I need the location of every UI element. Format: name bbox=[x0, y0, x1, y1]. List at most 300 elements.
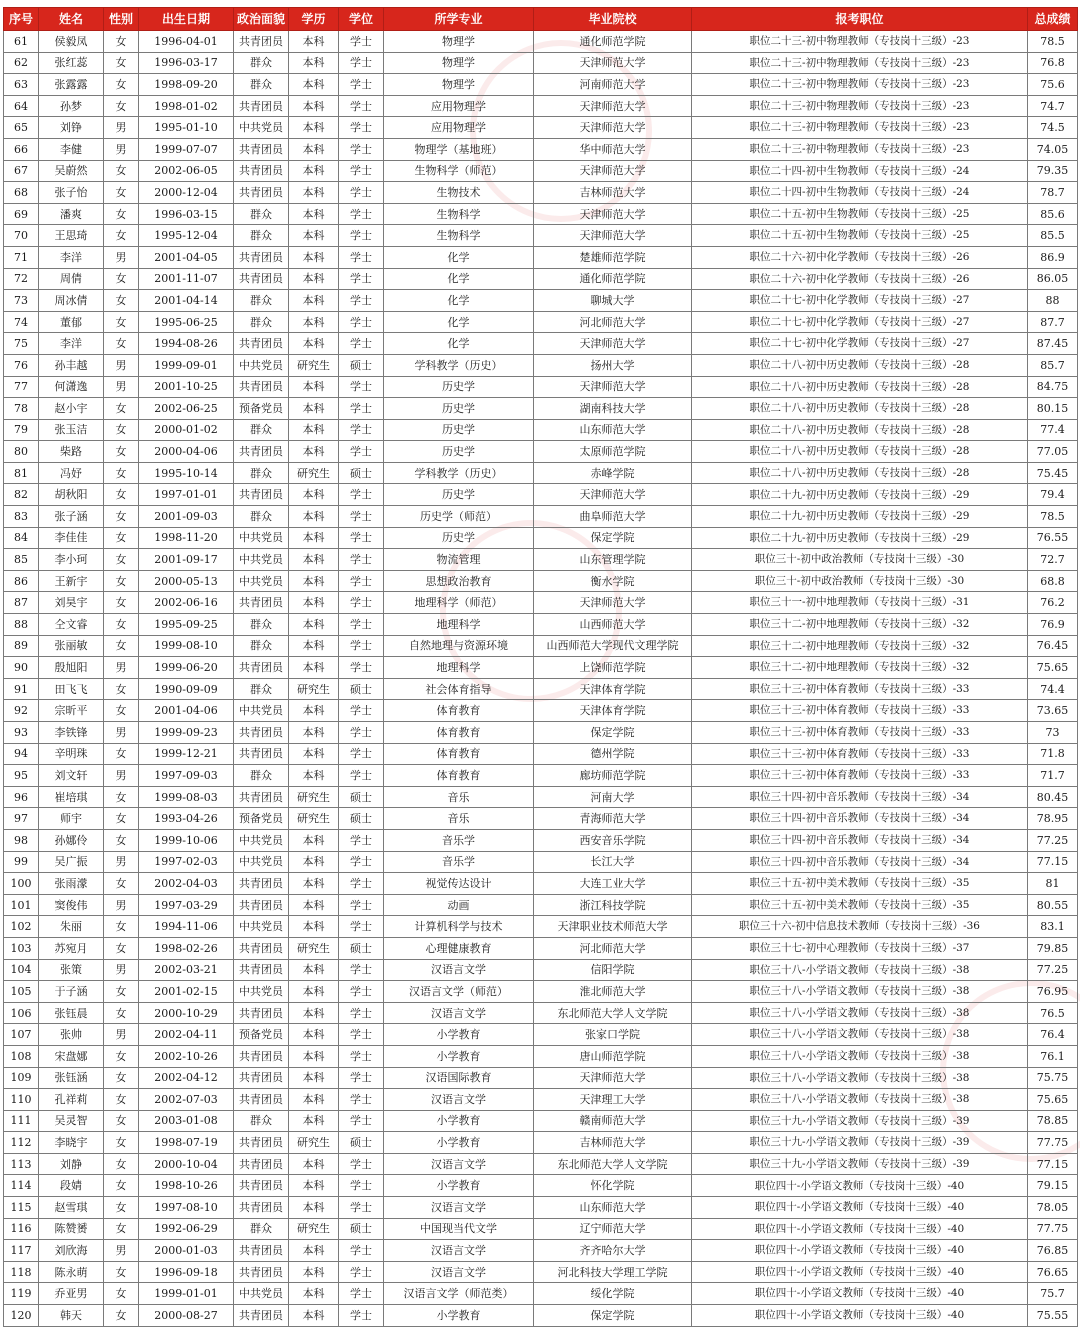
cell-education: 本科 bbox=[289, 1067, 339, 1089]
cell-school: 德州学院 bbox=[534, 743, 692, 765]
cell-major: 社会体育指导 bbox=[384, 678, 534, 700]
cell-education: 本科 bbox=[289, 657, 339, 679]
cell-degree: 学士 bbox=[339, 1067, 384, 1089]
cell-education: 本科 bbox=[289, 1002, 339, 1024]
cell-name: 韩天 bbox=[39, 1305, 104, 1327]
cell-degree: 硕士 bbox=[339, 462, 384, 484]
cell-degree: 学士 bbox=[339, 506, 384, 528]
cell-name: 段婧 bbox=[39, 1175, 104, 1197]
table-row bbox=[4, 743, 1078, 765]
cell-index: 67 bbox=[4, 160, 39, 182]
cell-education: 本科 bbox=[289, 160, 339, 182]
cell-degree: 学士 bbox=[339, 160, 384, 182]
header-gender: 性别 bbox=[104, 8, 139, 31]
cell-political-status: 共青团员 bbox=[234, 31, 289, 53]
cell-index: 86 bbox=[4, 570, 39, 592]
cell-index: 76 bbox=[4, 354, 39, 376]
cell-school: 保定学院 bbox=[534, 527, 692, 549]
table-row bbox=[4, 1132, 1078, 1154]
cell-name: 周倩 bbox=[39, 268, 104, 290]
cell-index: 90 bbox=[4, 657, 39, 679]
cell-position: 职位二十九-初中历史教师（专技岗十三级）-29 bbox=[692, 527, 1028, 549]
table-row bbox=[4, 74, 1078, 96]
cell-school: 河北科技大学理工学院 bbox=[534, 1261, 692, 1283]
cell-political-status: 群众 bbox=[234, 225, 289, 247]
cell-major: 物流管理 bbox=[384, 549, 534, 571]
cell-gender: 女 bbox=[104, 182, 139, 204]
cell-gender: 女 bbox=[104, 1305, 139, 1327]
cell-political-status: 预备党员 bbox=[234, 808, 289, 830]
results-table bbox=[3, 7, 1078, 1327]
cell-total-score: 76.8 bbox=[1028, 52, 1078, 74]
cell-political-status: 共青团员 bbox=[234, 1153, 289, 1175]
cell-major: 汉语言文学 bbox=[384, 1089, 534, 1111]
cell-name: 何潇逸 bbox=[39, 376, 104, 398]
cell-name: 侯毅凤 bbox=[39, 31, 104, 53]
cell-political-status: 群众 bbox=[234, 678, 289, 700]
table-row bbox=[4, 657, 1078, 679]
cell-position: 职位三十三-初中体育教师（专技岗十三级）-33 bbox=[692, 765, 1028, 787]
cell-school: 西安音乐学院 bbox=[534, 829, 692, 851]
cell-name: 王思琦 bbox=[39, 225, 104, 247]
cell-name: 李佳佳 bbox=[39, 527, 104, 549]
cell-education: 本科 bbox=[289, 311, 339, 333]
cell-gender: 男 bbox=[104, 765, 139, 787]
cell-degree: 学士 bbox=[339, 376, 384, 398]
cell-school: 廊坊师范学院 bbox=[534, 765, 692, 787]
cell-gender: 女 bbox=[104, 311, 139, 333]
cell-position: 职位四十-小学语文教师（专技岗十三级）-40 bbox=[692, 1240, 1028, 1262]
cell-name: 刘昊宇 bbox=[39, 592, 104, 614]
cell-index: 84 bbox=[4, 527, 39, 549]
cell-name: 张露露 bbox=[39, 74, 104, 96]
cell-name: 赵小宇 bbox=[39, 398, 104, 420]
cell-degree: 学士 bbox=[339, 138, 384, 160]
cell-birthdate: 1993-04-26 bbox=[139, 808, 234, 830]
cell-name: 李铁锋 bbox=[39, 722, 104, 744]
cell-position: 职位三十四-初中音乐教师（专技岗十三级）-34 bbox=[692, 808, 1028, 830]
cell-degree: 学士 bbox=[339, 74, 384, 96]
cell-degree: 学士 bbox=[339, 441, 384, 463]
cell-name: 孙梦 bbox=[39, 95, 104, 117]
cell-name: 殷旭阳 bbox=[39, 657, 104, 679]
cell-school: 长江大学 bbox=[534, 851, 692, 873]
cell-birthdate: 1999-10-06 bbox=[139, 829, 234, 851]
cell-total-score: 77.15 bbox=[1028, 851, 1078, 873]
table-row bbox=[4, 95, 1078, 117]
cell-education: 本科 bbox=[289, 635, 339, 657]
cell-major: 汉语言文学 bbox=[384, 1153, 534, 1175]
cell-total-score: 72.7 bbox=[1028, 549, 1078, 571]
cell-degree: 学士 bbox=[339, 873, 384, 895]
cell-position: 职位四十-小学语文教师（专技岗十三级）-40 bbox=[692, 1261, 1028, 1283]
cell-education: 本科 bbox=[289, 1261, 339, 1283]
header-birthdate: 出生日期 bbox=[139, 8, 234, 31]
cell-birthdate: 2001-09-03 bbox=[139, 506, 234, 528]
cell-degree: 硕士 bbox=[339, 354, 384, 376]
cell-political-status: 中共党员 bbox=[234, 981, 289, 1003]
cell-political-status: 共青团员 bbox=[234, 95, 289, 117]
cell-education: 本科 bbox=[289, 117, 339, 139]
cell-political-status: 共青团员 bbox=[234, 1089, 289, 1111]
cell-index: 98 bbox=[4, 829, 39, 851]
cell-birthdate: 1994-08-26 bbox=[139, 333, 234, 355]
cell-major: 汉语言文学 bbox=[384, 1261, 534, 1283]
cell-major: 汉语言文学（师范） bbox=[384, 981, 534, 1003]
cell-major: 小学教育 bbox=[384, 1045, 534, 1067]
table-row bbox=[4, 873, 1078, 895]
cell-index: 117 bbox=[4, 1240, 39, 1262]
cell-major: 学科教学（历史） bbox=[384, 354, 534, 376]
cell-total-score: 87.45 bbox=[1028, 333, 1078, 355]
cell-birthdate: 2003-01-08 bbox=[139, 1110, 234, 1132]
table-row bbox=[4, 981, 1078, 1003]
cell-position: 职位三十八-小学语文教师（专技岗十三级）-38 bbox=[692, 1045, 1028, 1067]
cell-degree: 学士 bbox=[339, 916, 384, 938]
cell-school: 保定学院 bbox=[534, 1305, 692, 1327]
cell-degree: 学士 bbox=[339, 117, 384, 139]
cell-name: 冯妤 bbox=[39, 462, 104, 484]
cell-political-status: 中共党员 bbox=[234, 527, 289, 549]
cell-degree: 学士 bbox=[339, 290, 384, 312]
cell-education: 本科 bbox=[289, 722, 339, 744]
cell-index: 72 bbox=[4, 268, 39, 290]
cell-education: 本科 bbox=[289, 52, 339, 74]
cell-total-score: 76.4 bbox=[1028, 1024, 1078, 1046]
cell-degree: 学士 bbox=[339, 549, 384, 571]
cell-education: 本科 bbox=[289, 765, 339, 787]
cell-total-score: 76.65 bbox=[1028, 1261, 1078, 1283]
cell-position: 职位四十-小学语文教师（专技岗十三级）-40 bbox=[692, 1197, 1028, 1219]
cell-political-status: 预备党员 bbox=[234, 1024, 289, 1046]
cell-school: 楚雄师范学院 bbox=[534, 246, 692, 268]
cell-gender: 女 bbox=[104, 592, 139, 614]
cell-political-status: 中共党员 bbox=[234, 354, 289, 376]
cell-major: 应用物理学 bbox=[384, 95, 534, 117]
cell-political-status: 共青团员 bbox=[234, 894, 289, 916]
cell-position: 职位三十八-小学语文教师（专技岗十三级）-38 bbox=[692, 1067, 1028, 1089]
cell-school: 河南师范大学 bbox=[534, 74, 692, 96]
cell-political-status: 群众 bbox=[234, 614, 289, 636]
cell-major: 化学 bbox=[384, 311, 534, 333]
cell-index: 85 bbox=[4, 549, 39, 571]
cell-degree: 硕士 bbox=[339, 1218, 384, 1240]
table-row bbox=[4, 333, 1078, 355]
cell-degree: 学士 bbox=[339, 31, 384, 53]
cell-index: 88 bbox=[4, 614, 39, 636]
cell-gender: 女 bbox=[104, 873, 139, 895]
cell-education: 本科 bbox=[289, 614, 339, 636]
cell-position: 职位二十八-初中历史教师（专技岗十三级）-28 bbox=[692, 419, 1028, 441]
cell-name: 王新宇 bbox=[39, 570, 104, 592]
cell-birthdate: 1998-11-20 bbox=[139, 527, 234, 549]
cell-gender: 女 bbox=[104, 1175, 139, 1197]
cell-birthdate: 1995-09-25 bbox=[139, 614, 234, 636]
header-name: 姓名 bbox=[39, 8, 104, 31]
cell-school: 通化师范学院 bbox=[534, 268, 692, 290]
cell-position: 职位三十二-初中地理教师（专技岗十三级）-32 bbox=[692, 635, 1028, 657]
cell-name: 潘爽 bbox=[39, 203, 104, 225]
table-row bbox=[4, 959, 1078, 981]
table-row bbox=[4, 138, 1078, 160]
cell-name: 孔祥莉 bbox=[39, 1089, 104, 1111]
cell-gender: 女 bbox=[104, 614, 139, 636]
cell-birthdate: 2000-04-06 bbox=[139, 441, 234, 463]
cell-position: 职位二十六-初中化学教师（专技岗十三级）-26 bbox=[692, 268, 1028, 290]
cell-birthdate: 1997-01-01 bbox=[139, 484, 234, 506]
cell-political-status: 共青团员 bbox=[234, 484, 289, 506]
cell-position: 职位三十八-小学语文教师（专技岗十三级）-38 bbox=[692, 1024, 1028, 1046]
cell-major: 化学 bbox=[384, 290, 534, 312]
table-row bbox=[4, 268, 1078, 290]
cell-education: 本科 bbox=[289, 376, 339, 398]
table-row bbox=[4, 570, 1078, 592]
cell-education: 本科 bbox=[289, 851, 339, 873]
cell-political-status: 中共党员 bbox=[234, 570, 289, 592]
cell-birthdate: 1995-01-10 bbox=[139, 117, 234, 139]
table-row bbox=[4, 290, 1078, 312]
cell-gender: 女 bbox=[104, 484, 139, 506]
cell-degree: 学士 bbox=[339, 614, 384, 636]
cell-birthdate: 2000-05-13 bbox=[139, 570, 234, 592]
cell-position: 职位三十八-小学语文教师（专技岗十三级）-38 bbox=[692, 1002, 1028, 1024]
cell-political-status: 共青团员 bbox=[234, 160, 289, 182]
cell-school: 天津师范大学 bbox=[534, 376, 692, 398]
cell-name: 孙娜伶 bbox=[39, 829, 104, 851]
cell-school: 山东师范大学 bbox=[534, 1197, 692, 1219]
cell-political-status: 共青团员 bbox=[234, 959, 289, 981]
cell-position: 职位三十九-小学语文教师（专技岗十三级）-39 bbox=[692, 1153, 1028, 1175]
cell-school: 保定学院 bbox=[534, 722, 692, 744]
cell-total-score: 75.6 bbox=[1028, 74, 1078, 96]
cell-education: 本科 bbox=[289, 1110, 339, 1132]
cell-gender: 女 bbox=[104, 1153, 139, 1175]
cell-major: 历史学 bbox=[384, 398, 534, 420]
cell-total-score: 86.05 bbox=[1028, 268, 1078, 290]
cell-degree: 学士 bbox=[339, 484, 384, 506]
cell-birthdate: 2002-06-05 bbox=[139, 160, 234, 182]
cell-school: 曲阜师范大学 bbox=[534, 506, 692, 528]
cell-major: 汉语国际教育 bbox=[384, 1067, 534, 1089]
table-row bbox=[4, 678, 1078, 700]
cell-gender: 女 bbox=[104, 398, 139, 420]
cell-political-status: 群众 bbox=[234, 1110, 289, 1132]
cell-name: 胡秋阳 bbox=[39, 484, 104, 506]
cell-name: 田飞飞 bbox=[39, 678, 104, 700]
cell-gender: 女 bbox=[104, 1261, 139, 1283]
cell-birthdate: 1998-10-26 bbox=[139, 1175, 234, 1197]
cell-degree: 学士 bbox=[339, 570, 384, 592]
cell-education: 本科 bbox=[289, 959, 339, 981]
cell-position: 职位四十-小学语文教师（专技岗十三级）-40 bbox=[692, 1218, 1028, 1240]
cell-total-score: 77.15 bbox=[1028, 1153, 1078, 1175]
cell-gender: 女 bbox=[104, 1218, 139, 1240]
cell-education: 本科 bbox=[289, 1305, 339, 1327]
cell-position: 职位二十八-初中历史教师（专技岗十三级）-28 bbox=[692, 441, 1028, 463]
cell-education: 本科 bbox=[289, 268, 339, 290]
cell-major: 音乐学 bbox=[384, 851, 534, 873]
cell-name: 张子怡 bbox=[39, 182, 104, 204]
cell-education: 本科 bbox=[289, 700, 339, 722]
cell-major: 动画 bbox=[384, 894, 534, 916]
cell-education: 本科 bbox=[289, 398, 339, 420]
cell-name: 吴蔚然 bbox=[39, 160, 104, 182]
cell-index: 77 bbox=[4, 376, 39, 398]
cell-political-status: 共青团员 bbox=[234, 1240, 289, 1262]
cell-name: 张雨濛 bbox=[39, 873, 104, 895]
cell-name: 张钰晨 bbox=[39, 1002, 104, 1024]
cell-political-status: 共青团员 bbox=[234, 441, 289, 463]
cell-major: 物理学 bbox=[384, 52, 534, 74]
cell-name: 董郁 bbox=[39, 311, 104, 333]
table-row bbox=[4, 1024, 1078, 1046]
cell-total-score: 81 bbox=[1028, 873, 1078, 895]
cell-gender: 男 bbox=[104, 894, 139, 916]
cell-birthdate: 1997-02-03 bbox=[139, 851, 234, 873]
cell-degree: 硕士 bbox=[339, 1132, 384, 1154]
cell-school: 齐齐哈尔大学 bbox=[534, 1240, 692, 1262]
cell-index: 91 bbox=[4, 678, 39, 700]
cell-index: 109 bbox=[4, 1067, 39, 1089]
cell-gender: 女 bbox=[104, 506, 139, 528]
cell-education: 本科 bbox=[289, 138, 339, 160]
cell-major: 心理健康教育 bbox=[384, 937, 534, 959]
cell-total-score: 88 bbox=[1028, 290, 1078, 312]
cell-index: 115 bbox=[4, 1197, 39, 1219]
cell-school: 山东师范大学 bbox=[534, 419, 692, 441]
cell-name: 宋盘娜 bbox=[39, 1045, 104, 1067]
cell-school: 扬州大学 bbox=[534, 354, 692, 376]
cell-total-score: 79.4 bbox=[1028, 484, 1078, 506]
cell-political-status: 群众 bbox=[234, 419, 289, 441]
cell-political-status: 群众 bbox=[234, 52, 289, 74]
cell-degree: 学士 bbox=[339, 1305, 384, 1327]
cell-major: 汉语言文学（师范类） bbox=[384, 1283, 534, 1305]
cell-position: 职位三十三-初中体育教师（专技岗十三级）-33 bbox=[692, 743, 1028, 765]
table-row bbox=[4, 506, 1078, 528]
cell-school: 衡水学院 bbox=[534, 570, 692, 592]
cell-education: 本科 bbox=[289, 246, 339, 268]
cell-gender: 女 bbox=[104, 31, 139, 53]
cell-index: 104 bbox=[4, 959, 39, 981]
cell-birthdate: 2001-04-05 bbox=[139, 246, 234, 268]
cell-school: 天津体育学院 bbox=[534, 678, 692, 700]
cell-index: 95 bbox=[4, 765, 39, 787]
cell-total-score: 83.1 bbox=[1028, 916, 1078, 938]
cell-birthdate: 1992-06-29 bbox=[139, 1218, 234, 1240]
cell-school: 天津师范大学 bbox=[534, 225, 692, 247]
table-row bbox=[4, 462, 1078, 484]
cell-school: 天津师范大学 bbox=[534, 484, 692, 506]
table-row bbox=[4, 765, 1078, 787]
cell-name: 张钰涵 bbox=[39, 1067, 104, 1089]
cell-education: 研究生 bbox=[289, 354, 339, 376]
cell-index: 87 bbox=[4, 592, 39, 614]
header-major: 所学专业 bbox=[384, 8, 534, 31]
cell-major: 物理学 bbox=[384, 31, 534, 53]
cell-education: 本科 bbox=[289, 1197, 339, 1219]
cell-total-score: 79.15 bbox=[1028, 1175, 1078, 1197]
cell-gender: 男 bbox=[104, 657, 139, 679]
cell-gender: 女 bbox=[104, 290, 139, 312]
table-row bbox=[4, 1153, 1078, 1175]
cell-school: 天津师范大学 bbox=[534, 160, 692, 182]
cell-position: 职位二十四-初中生物教师（专技岗十三级）-24 bbox=[692, 160, 1028, 182]
cell-gender: 男 bbox=[104, 117, 139, 139]
table-row bbox=[4, 916, 1078, 938]
cell-major: 小学教育 bbox=[384, 1305, 534, 1327]
cell-name: 窦俊伟 bbox=[39, 894, 104, 916]
cell-gender: 女 bbox=[104, 549, 139, 571]
cell-index: 74 bbox=[4, 311, 39, 333]
cell-index: 61 bbox=[4, 31, 39, 53]
cell-position: 职位三十三-初中体育教师（专技岗十三级）-33 bbox=[692, 722, 1028, 744]
cell-position: 职位三十三-初中体育教师（专技岗十三级）-33 bbox=[692, 678, 1028, 700]
cell-index: 79 bbox=[4, 419, 39, 441]
cell-degree: 学士 bbox=[339, 1261, 384, 1283]
cell-index: 111 bbox=[4, 1110, 39, 1132]
cell-name: 朱丽 bbox=[39, 916, 104, 938]
cell-education: 本科 bbox=[289, 95, 339, 117]
cell-major: 音乐学 bbox=[384, 829, 534, 851]
table-row bbox=[4, 203, 1078, 225]
cell-position: 职位三十九-小学语文教师（专技岗十三级）-39 bbox=[692, 1132, 1028, 1154]
cell-gender: 女 bbox=[104, 916, 139, 938]
cell-major: 计算机科学与技术 bbox=[384, 916, 534, 938]
cell-degree: 学士 bbox=[339, 635, 384, 657]
cell-degree: 学士 bbox=[339, 225, 384, 247]
cell-position: 职位二十九-初中历史教师（专技岗十三级）-29 bbox=[692, 484, 1028, 506]
cell-school: 河北师范大学 bbox=[534, 937, 692, 959]
cell-education: 本科 bbox=[289, 1240, 339, 1262]
cell-position: 职位三十-初中政治教师（专技岗十三级）-30 bbox=[692, 570, 1028, 592]
cell-degree: 学士 bbox=[339, 700, 384, 722]
cell-gender: 男 bbox=[104, 959, 139, 981]
cell-school: 怀化学院 bbox=[534, 1175, 692, 1197]
cell-school: 信阳学院 bbox=[534, 959, 692, 981]
table-row bbox=[4, 1002, 1078, 1024]
cell-birthdate: 1998-02-26 bbox=[139, 937, 234, 959]
cell-political-status: 共青团员 bbox=[234, 182, 289, 204]
cell-name: 陈永萌 bbox=[39, 1261, 104, 1283]
cell-birthdate: 2002-06-25 bbox=[139, 398, 234, 420]
cell-gender: 女 bbox=[104, 808, 139, 830]
cell-index: 108 bbox=[4, 1045, 39, 1067]
cell-gender: 女 bbox=[104, 1283, 139, 1305]
table-row bbox=[4, 1218, 1078, 1240]
cell-name: 李小珂 bbox=[39, 549, 104, 571]
cell-name: 仝文睿 bbox=[39, 614, 104, 636]
cell-name: 李健 bbox=[39, 138, 104, 160]
cell-degree: 学士 bbox=[339, 1240, 384, 1262]
cell-education: 本科 bbox=[289, 506, 339, 528]
cell-name: 张红蕊 bbox=[39, 52, 104, 74]
cell-political-status: 群众 bbox=[234, 1218, 289, 1240]
cell-birthdate: 2002-06-16 bbox=[139, 592, 234, 614]
cell-index: 81 bbox=[4, 462, 39, 484]
cell-major: 历史学（师范） bbox=[384, 506, 534, 528]
cell-degree: 学士 bbox=[339, 419, 384, 441]
cell-position: 职位三十-初中政治教师（专技岗十三级）-30 bbox=[692, 549, 1028, 571]
cell-total-score: 80.45 bbox=[1028, 786, 1078, 808]
cell-birthdate: 1990-09-09 bbox=[139, 678, 234, 700]
cell-index: 73 bbox=[4, 290, 39, 312]
cell-school: 山东管理学院 bbox=[534, 549, 692, 571]
cell-education: 本科 bbox=[289, 743, 339, 765]
cell-position: 职位二十三-初中物理教师（专技岗十三级）-23 bbox=[692, 95, 1028, 117]
cell-birthdate: 1996-09-18 bbox=[139, 1261, 234, 1283]
cell-gender: 女 bbox=[104, 333, 139, 355]
